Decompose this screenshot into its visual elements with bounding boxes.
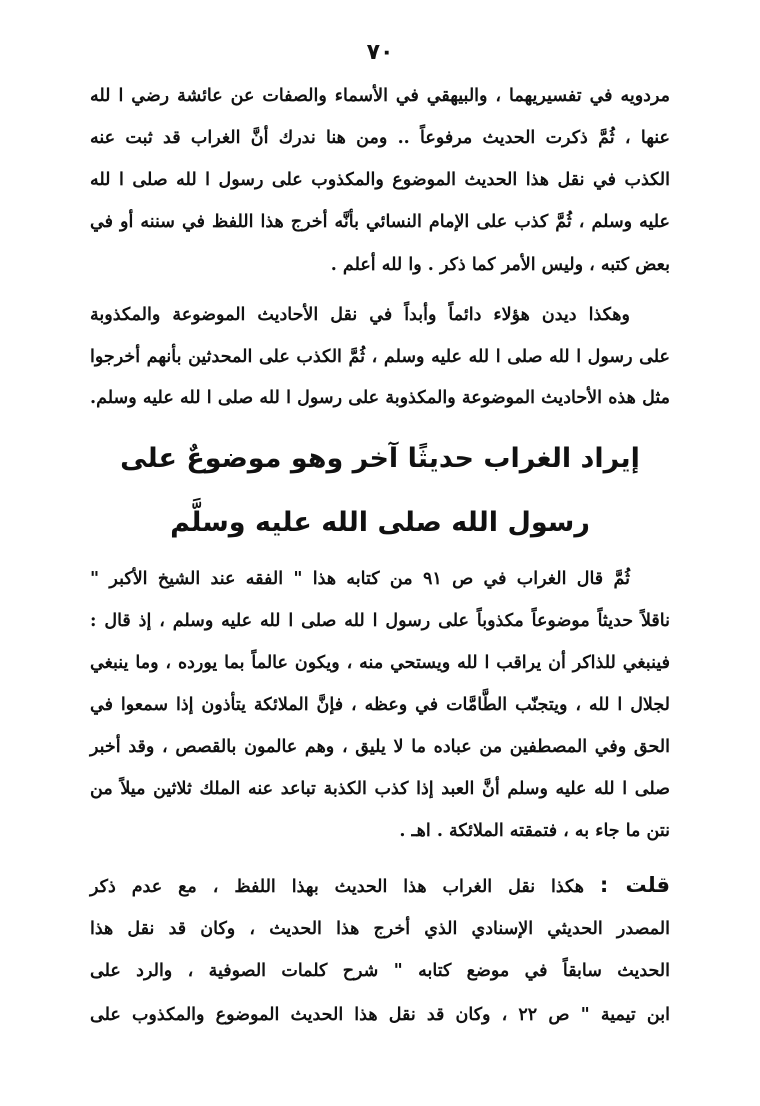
text-line: الكذب في نقل هذا الحديث الموضوع والمكذوب على رسول ا لله صلى ا لله bbox=[90, 170, 670, 190]
section-heading-line-1: إيراد الغراب حديثًا آخر وهو موضوعٌ على bbox=[120, 443, 640, 474]
text-line: بعض كتبه ، وليس الأمر كما ذكر . وا لله أعلم . bbox=[330, 255, 670, 275]
text-line: ناقلاً حديثاً موضوعاً مكذوباً على رسول ا لله صلى ا لله عليه وسلم ، إذ قال : bbox=[90, 611, 670, 631]
text-span: هكذا نقل الغراب هذا الحديث بهذا اللفظ ، مع عدم ذكر bbox=[90, 877, 584, 897]
text-line: على رسول ا لله صلى ا لله عليه وسلم ، ثُمَّ الكذب على المحدثين بأنهم أخرجوا bbox=[90, 347, 670, 367]
text-line: فينبغي للذاكر أن يراقب ا لله ويستحي منه ، ويكون عالماً بما يورده ، وما ينبغي bbox=[90, 653, 670, 673]
text-line bbox=[90, 873, 670, 899]
text-line: وهكذا ديدن هؤلاء دائماً وأبداً في نقل الأحاديث الموضوعة والمكذوبة bbox=[90, 305, 630, 325]
text-line: المصدر الحديثي الإسنادي الذي أخرج هذا الحديث ، وكان قد نقل هذا bbox=[90, 919, 670, 939]
text-line: عليه وسلم ، ثُمَّ كذب على الإمام النسائي بأنَّه أخرج هذا اللفظ في سننه أو في bbox=[90, 212, 670, 232]
text-line: مثل هذه الأحاديث الموضوعة والمكذوبة على رسول ا لله صلى ا لله عليه وسلم. bbox=[90, 388, 670, 408]
text-line: عنها ، ثُمَّ ذكرت الحديث مرفوعاً .. ومن هنا ندرك أنَّ الغراب قد ثبت عنه bbox=[90, 128, 670, 148]
text-line: الحق وفي المصطفين من عباده ما لا يليق ، وهم عالمون بالقصص ، وقد أخبر bbox=[90, 737, 670, 757]
text-line: ثُمَّ قال الغراب في ص ٩١ من كتابه هذا " الفقه عند الشيخ الأكبر " bbox=[90, 569, 630, 589]
text-line: صلى ا لله عليه وسلم أنَّ العبد إذا كذب الكذبة تباعد عنه الملك ثلاثين ميلاً من bbox=[90, 779, 670, 799]
page-number: ٧٠ bbox=[366, 40, 394, 65]
section-heading-line-2: رسول الله صلى الله عليه وسلَّم bbox=[170, 507, 590, 538]
text-line: نتن ما جاء به ، فتمقته الملائكة . اهـ . bbox=[399, 821, 670, 841]
text-line: لجلال ا لله ، ويتجنّب الطَّامَّات في وعظه ، فإنَّ الملائكة يتأذون إذا سمعوا في bbox=[90, 695, 670, 715]
qult-label: قلت : bbox=[599, 873, 671, 897]
text-line: مردويه في تفسيريهما ، والبيهقي في الأسماء والصفات عن عائشة رضي ا لله bbox=[90, 86, 670, 106]
text-line: ابن تيمية " ص ٢٢ ، وكان قد نقل هذا الحديث الموضوع والمكذوب على bbox=[90, 1005, 670, 1025]
text-line: الحديث سابقاً في موضع كتابه " شرح كلمات الصوفية ، والرد على bbox=[90, 961, 670, 981]
